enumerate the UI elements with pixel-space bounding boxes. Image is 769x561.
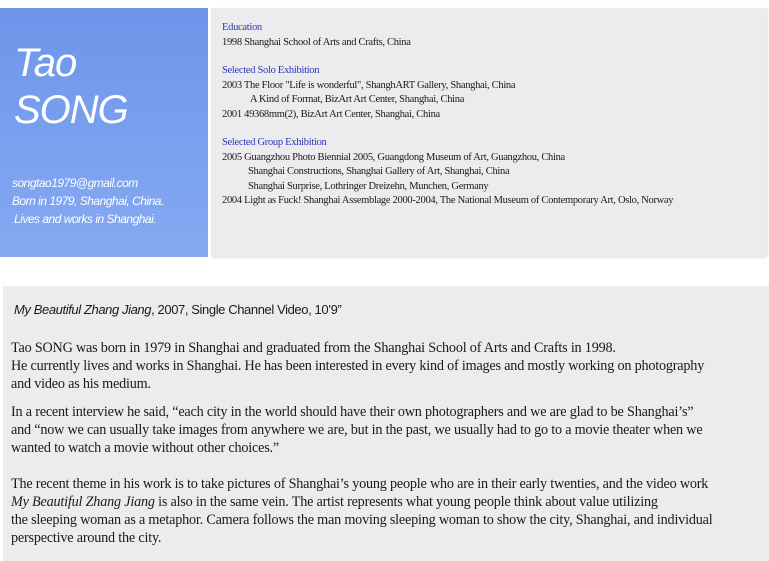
statement-line: and “now we can usually take images from anywhere we are, but in the past, we usually had to go to a movie theater when we <box>11 422 703 438</box>
solo-exhibition-item: 2003 The Floor "Life is wonderful", ShanghART Gallery, Shanghai, China <box>222 79 516 91</box>
statement-line: He currently lives and works in Shanghai. He has been interested in every kind of images and mostly working on photography <box>11 358 705 374</box>
statement-line-rest: is also in the same vein. The artist represents what young people think about value utilizing <box>154 494 658 510</box>
group-exhibition-item: 2004 Light as Fuck! Shanghai Assemblage 2000-2004, The National Museum of Contemporary Art, Oslo, Norway <box>222 195 674 206</box>
solo-exhibition-section <box>222 64 763 122</box>
statement-line: the sleeping woman as a metaphor. Camera follows the man moving sleeping woman to show the city, Shanghai, and individual <box>11 512 713 528</box>
artist-contact-info <box>12 174 164 228</box>
artist-residence-info: Lives and works in Shanghai. <box>14 212 157 226</box>
solo-exhibition-item: 2001 49368mm(2), BizArt Art Center, Shanghai, China <box>222 108 440 120</box>
artist-email: songtao1979@gmail.com <box>12 176 138 190</box>
artist-name <box>14 40 128 134</box>
statement-line: The recent theme in his work is to take pictures of Shanghai’s young people who are in their early twenties, and the video work <box>11 476 709 492</box>
artist-last-name: SONG <box>14 88 128 132</box>
education-item: 1998 Shanghai School of Arts and Crafts, China <box>222 36 411 48</box>
statement-paragraph-3 <box>11 475 769 547</box>
education-heading: Education <box>222 22 262 33</box>
work-title-details: , 2007, Single Channel Video, 10’9” <box>151 302 342 317</box>
statement-paragraph-2 <box>11 403 769 457</box>
work-title <box>14 302 341 318</box>
solo-exhibition-heading: Selected Solo Exhibition <box>222 65 320 76</box>
artist-statement <box>11 339 769 557</box>
work-description-panel <box>3 286 769 561</box>
statement-line: Tao SONG was born in 1979 in Shanghai and graduated from the Shanghai School of Arts and Crafts in 1998. <box>11 340 616 356</box>
statement-line: wanted to watch a movie without other choices.” <box>11 440 279 456</box>
solo-exhibition-item: A Kind of Format, BizArt Art Center, Shanghai, China <box>250 94 465 105</box>
group-exhibition-item: Shanghai Constructions, Shanghai Gallery of Art, Shanghai, China <box>248 166 510 177</box>
education-section <box>222 21 763 50</box>
work-title-name: My Beautiful Zhang Jiang <box>14 302 152 317</box>
cv-content <box>222 21 763 223</box>
statement-line: In a recent interview he said, “each city in the world should have their own photographers and we are glad to be Shanghai’s” <box>11 404 694 420</box>
group-exhibition-section <box>222 136 763 209</box>
statement-line: perspective around the city. <box>11 530 162 546</box>
artist-profile-card <box>0 8 208 257</box>
statement-paragraph-1 <box>11 339 769 393</box>
cv-panel <box>211 8 767 257</box>
statement-line: and video as his medium. <box>11 376 151 392</box>
statement-work-name: My Beautiful Zhang Jiang <box>11 494 155 510</box>
statement-line <box>11 493 769 511</box>
group-exhibition-item: Shanghai Surprise, Lothringer Dreizehn, Munchen, Germany <box>248 180 489 192</box>
group-exhibition-heading: Selected Group Exhibition <box>222 137 327 148</box>
artist-first-name: Tao <box>14 41 77 85</box>
group-exhibition-item: 2005 Guangzhou Photo Biennial 2005, Guangdong Museum of Art, Guangzhou, China <box>222 151 565 163</box>
artist-birth-info: Born in 1979, Shanghai, China. <box>12 194 164 208</box>
